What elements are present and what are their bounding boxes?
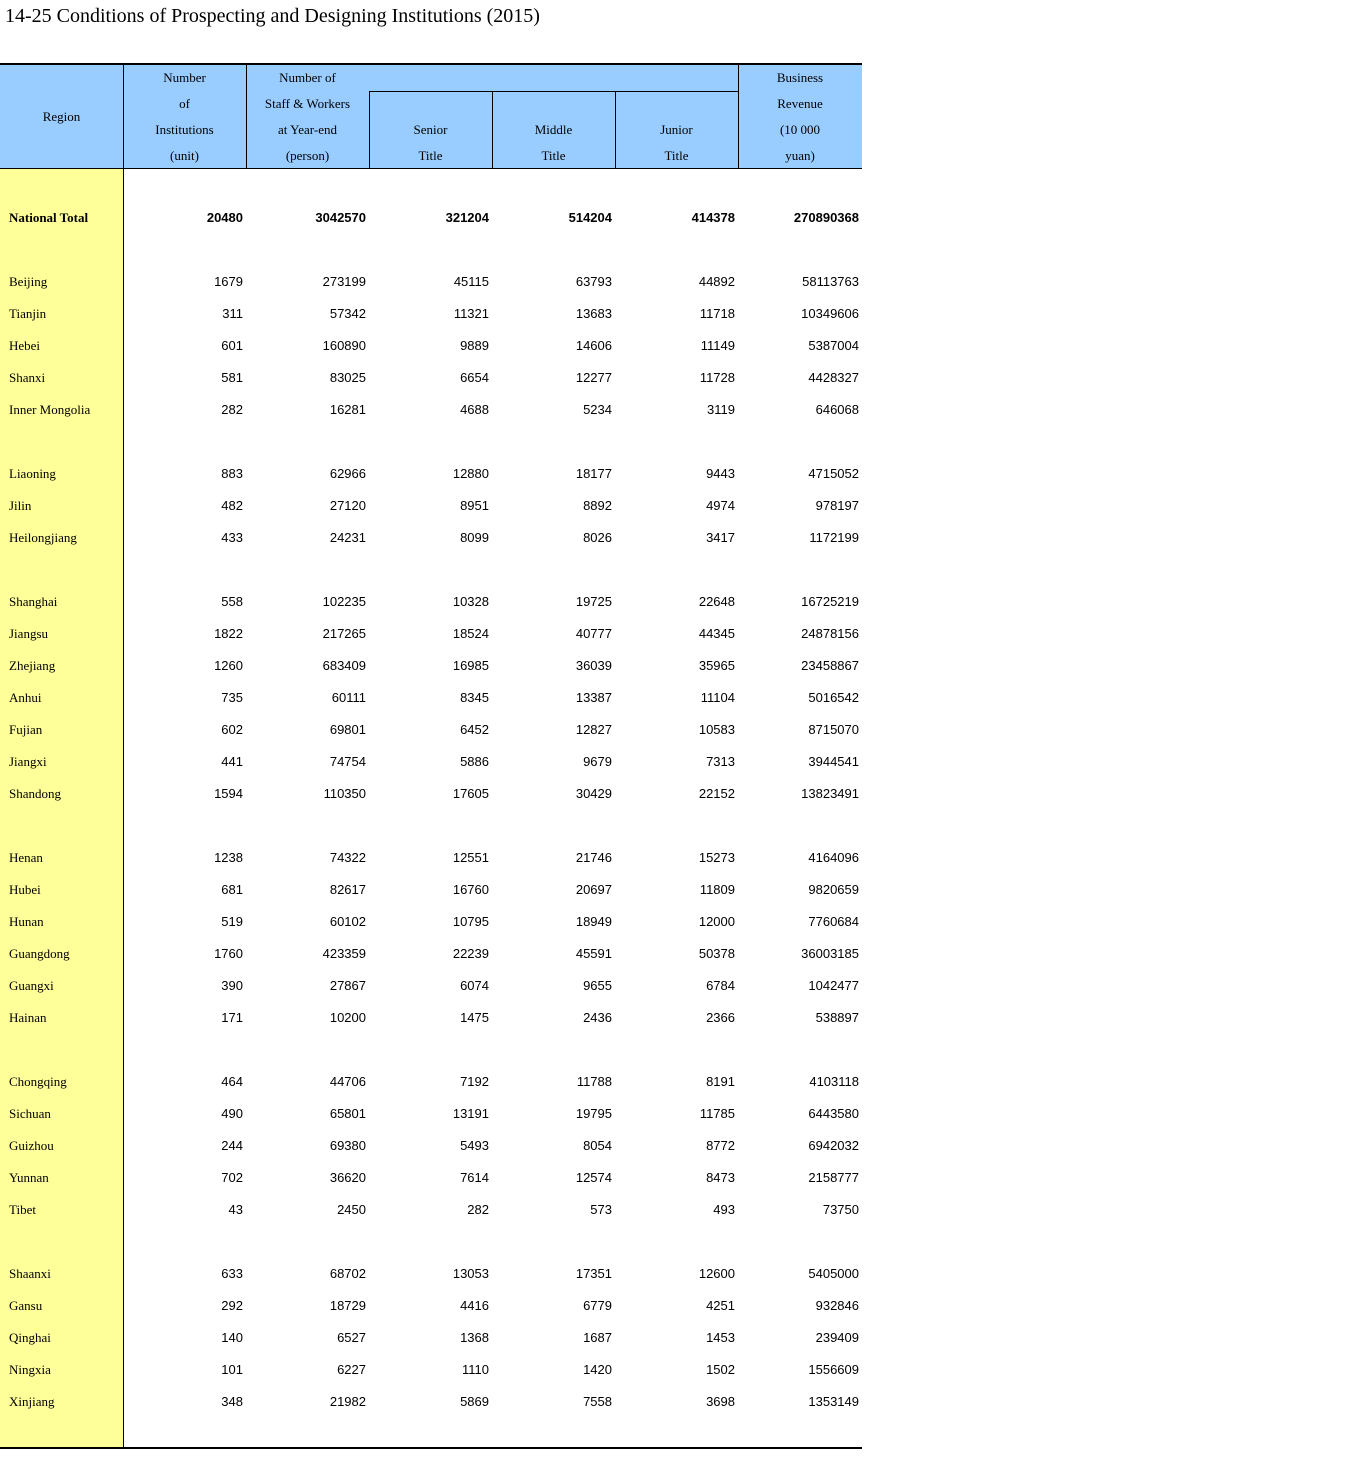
value-cell: 17351 [575,1266,612,1281]
value-cell: 8473 [706,1170,735,1185]
value-cell: 13387 [575,690,612,705]
value-cell: 9889 [460,338,489,353]
value-cell: 2158777 [808,1170,859,1185]
value-cell: 6443580 [808,1106,859,1121]
header-divider [369,91,370,168]
value-cell: 12000 [698,914,735,929]
value-cell: 1420 [583,1362,612,1377]
value-cell: 1260 [214,658,243,673]
value-cell: 573 [590,1202,612,1217]
table-header [0,65,862,169]
value-cell: 1594 [214,786,243,801]
value-cell: 1110 [462,1362,489,1377]
value-cell: 9655 [583,978,612,993]
region-name: Sichuan [9,1106,51,1121]
header-junior-title [615,65,738,168]
value-cell: 5405000 [808,1266,859,1281]
header-staff-line: Staff & Workers [264,96,351,111]
value-cell: 433 [221,530,243,545]
value-cell: 3417 [706,530,735,545]
value-cell: 4416 [460,1298,489,1313]
value-cell: 702 [221,1170,243,1185]
value-cell: 50378 [698,946,735,961]
header-business-revenue [738,65,862,168]
table-row [0,842,862,874]
table-row [0,906,862,938]
header-divider [246,65,247,168]
value-cell: 30429 [575,786,612,801]
header-region [0,65,123,168]
value-cell: 1687 [583,1330,612,1345]
value-cell: 18729 [329,1298,366,1313]
header-divider [492,91,493,168]
table-row [0,1162,862,1194]
value-cell: 4164096 [808,850,859,865]
header-junior-title-line: Junior [660,122,693,137]
table-row [0,1322,862,1354]
value-cell: 27867 [329,978,366,993]
value-cell: 36039 [575,658,612,673]
header-institutions-line: Institutions [155,122,214,137]
value-cell: 12827 [575,722,612,737]
value-cell: 44892 [698,274,735,289]
value-cell: 292 [221,1298,243,1313]
header-region-line: Region [42,109,81,124]
value-cell: 4715052 [808,466,859,481]
header-business-revenue-line: yuan) [785,148,815,163]
value-cell: 5387004 [808,338,859,353]
value-cell: 10583 [698,722,735,737]
value-cell: 1353149 [808,1394,859,1409]
value-cell: 6452 [460,722,489,737]
header-staff-line: Number of [279,70,336,85]
header-junior-title-line: Title [664,148,689,163]
value-cell: 21746 [575,850,612,865]
value-cell: 321204 [445,210,489,225]
value-cell: 8026 [583,530,612,545]
value-cell: 1822 [214,626,243,641]
value-cell: 12600 [698,1266,735,1281]
value-cell: 15273 [698,850,735,865]
value-cell: 13683 [575,306,612,321]
value-cell: 1238 [214,850,243,865]
region-name: Xinjiang [9,1394,55,1409]
header-divider [123,65,124,168]
value-cell: 63793 [575,274,612,289]
table-row [0,586,862,618]
header-divider [615,91,616,168]
value-cell: 22648 [698,594,735,609]
value-cell: 282 [221,402,243,417]
table-row [0,1386,862,1418]
region-name: Hebei [9,338,41,353]
table-row [0,458,862,490]
value-cell: 3042570 [315,210,366,225]
value-cell: 62966 [329,466,366,481]
value-cell: 18524 [452,626,489,641]
value-cell: 270890368 [793,210,859,225]
value-cell: 10200 [329,1010,366,1025]
value-cell: 110350 [323,786,366,801]
value-cell: 8772 [706,1138,735,1153]
value-cell: 57342 [329,306,366,321]
region-name: Jilin [9,498,32,513]
value-cell: 9679 [583,754,612,769]
value-cell: 1502 [706,1362,735,1377]
value-cell: 239409 [815,1330,859,1345]
table-row [0,1130,862,1162]
value-cell: 423359 [322,946,366,961]
value-cell: 735 [221,690,243,705]
value-cell: 60102 [329,914,366,929]
table-row [0,266,862,298]
national-total-row [0,202,862,234]
region-name: Guangdong [9,946,70,961]
table-row [0,650,862,682]
value-cell: 8951 [460,498,489,513]
table-row [0,938,862,970]
value-cell: 6784 [706,978,735,993]
value-cell: 6227 [337,1362,366,1377]
value-cell: 11718 [699,306,735,321]
value-cell: 18177 [575,466,612,481]
region-name: Tibet [9,1202,36,1217]
value-cell: 36003185 [801,946,859,961]
header-institutions-line: (unit) [170,148,199,163]
value-cell: 10349606 [801,306,859,321]
region-name: Shandong [9,786,61,801]
value-cell: 19725 [575,594,612,609]
value-cell: 1556609 [808,1362,859,1377]
region-name: Shanxi [9,370,46,385]
value-cell: 558 [221,594,243,609]
region-name: National Total [9,210,89,225]
table-row [0,874,862,906]
value-cell: 6527 [337,1330,366,1345]
value-cell: 58113763 [802,274,859,289]
header-divider [738,65,739,168]
region-name: Fujian [9,722,43,737]
value-cell: 8191 [706,1074,735,1089]
value-cell: 40777 [575,626,612,641]
value-cell: 602 [221,722,243,737]
region-name: Beijing [9,274,48,289]
value-cell: 1679 [214,274,243,289]
value-cell: 390 [221,978,243,993]
value-cell: 6779 [583,1298,612,1313]
value-cell: 3119 [707,402,735,417]
table-row [0,1098,862,1130]
header-subrule [369,91,738,92]
value-cell: 683409 [322,658,366,673]
value-cell: 4688 [460,402,489,417]
value-cell: 171 [221,1010,243,1025]
value-cell: 9820659 [808,882,859,897]
value-cell: 44706 [329,1074,366,1089]
region-name: Hunan [9,914,44,929]
region-name: Inner Mongolia [9,402,91,417]
value-cell: 16281 [329,402,366,417]
value-cell: 16760 [452,882,489,897]
value-cell: 3944541 [808,754,859,769]
header-staff-line: at Year-end [278,122,337,137]
value-cell: 43 [228,1202,243,1217]
header-institutions [123,65,246,168]
value-cell: 69380 [329,1138,366,1153]
table-row [0,522,862,554]
value-cell: 7614 [460,1170,489,1185]
value-cell: 36620 [329,1170,366,1185]
value-cell: 464 [221,1074,243,1089]
value-cell: 21982 [329,1394,366,1409]
region-name: Jiangsu [9,626,48,641]
header-business-revenue-line: Revenue [777,96,823,111]
value-cell: 12574 [575,1170,612,1185]
value-cell: 17605 [452,786,489,801]
value-cell: 514204 [568,210,612,225]
value-cell: 22152 [698,786,735,801]
header-staff [246,65,369,168]
table-row [0,330,862,362]
value-cell: 4428327 [808,370,859,385]
value-cell: 490 [221,1106,243,1121]
value-cell: 5886 [460,754,489,769]
value-cell: 82617 [329,882,366,897]
value-cell: 5234 [583,402,612,417]
value-cell: 12277 [575,370,612,385]
value-cell: 8054 [583,1138,612,1153]
value-cell: 16985 [452,658,489,673]
region-name: Shaanxi [9,1266,51,1281]
value-cell: 1172199 [809,530,859,545]
value-cell: 7558 [583,1394,612,1409]
value-cell: 160890 [322,338,366,353]
value-cell: 83025 [329,370,366,385]
value-cell: 140 [221,1330,243,1345]
value-cell: 348 [221,1394,243,1409]
page-title: 14-25 Conditions of Prospecting and Designing Institutions (2015) [5,5,540,27]
value-cell: 633 [221,1266,243,1281]
value-cell: 538897 [815,1010,859,1025]
value-cell: 519 [221,914,243,929]
value-cell: 9443 [706,466,735,481]
value-cell: 18949 [575,914,612,929]
value-cell: 273199 [322,274,366,289]
value-cell: 44345 [698,626,735,641]
table-row [0,714,862,746]
value-cell: 22239 [452,946,489,961]
value-cell: 6074 [460,978,489,993]
value-cell: 13823491 [801,786,859,801]
header-middle-title [492,65,615,168]
value-cell: 12551 [452,850,489,865]
value-cell: 581 [221,370,243,385]
value-cell: 5016542 [808,690,859,705]
value-cell: 932846 [815,1298,859,1313]
value-cell: 6942032 [808,1138,859,1153]
value-cell: 7313 [706,754,735,769]
value-cell: 4251 [706,1298,735,1313]
value-cell: 20480 [206,210,243,225]
value-cell: 13053 [452,1266,489,1281]
header-senior-title [369,65,492,168]
value-cell: 11104 [700,690,735,705]
region-name: Ningxia [9,1362,51,1377]
value-cell: 65801 [329,1106,366,1121]
value-cell: 74754 [329,754,366,769]
region-name: Yunnan [9,1170,49,1185]
region-name: Heilongjiang [9,530,77,545]
value-cell: 101 [221,1362,243,1377]
value-cell: 282 [467,1202,489,1217]
value-cell: 27120 [329,498,366,513]
header-staff-line: (person) [285,148,330,163]
value-cell: 883 [221,466,243,481]
region-name: Hainan [9,1010,47,1025]
table-row [0,778,862,810]
value-cell: 601 [221,338,243,353]
header-senior-title-line: Title [418,148,443,163]
table-row [0,618,862,650]
region-name: Zhejiang [9,658,56,673]
value-cell: 10328 [452,594,489,609]
table-row [0,362,862,394]
value-cell: 441 [221,754,243,769]
value-cell: 11321 [453,306,489,321]
value-cell: 244 [221,1138,243,1153]
value-cell: 1760 [214,946,243,961]
header-institutions-line: of [179,96,190,111]
table-row [0,1194,862,1226]
value-cell: 646068 [815,402,859,417]
value-cell: 11788 [576,1074,612,1089]
value-cell: 2450 [337,1202,366,1217]
value-cell: 24878156 [801,626,859,641]
value-cell: 20697 [575,882,612,897]
region-name: Hubei [9,882,41,897]
table-row [0,970,862,1002]
table-row [0,1002,862,1034]
value-cell: 11809 [699,882,735,897]
value-cell: 23458867 [801,658,859,673]
value-cell: 69801 [329,722,366,737]
table-row [0,1066,862,1098]
table-row [0,1290,862,1322]
region-name: Shanghai [9,594,58,609]
region-name: Gansu [9,1298,43,1313]
value-cell: 8345 [460,690,489,705]
value-cell: 311 [222,306,243,321]
value-cell: 217265 [322,626,366,641]
value-cell: 12880 [452,466,489,481]
value-cell: 14606 [575,338,612,353]
region-name: Chongqing [9,1074,67,1089]
region-name: Guizhou [9,1138,54,1153]
header-business-revenue-line: (10 000 [779,122,821,137]
value-cell: 68702 [329,1266,366,1281]
table-row [0,746,862,778]
value-cell: 16725219 [801,594,859,609]
table-row [0,1258,862,1290]
value-cell: 493 [713,1202,735,1217]
region-name: Guangxi [9,978,54,993]
region-name: Liaoning [9,466,56,481]
header-institutions-line: Number [163,70,206,85]
table-row [0,1354,862,1386]
value-cell: 8099 [460,530,489,545]
value-cell: 2436 [583,1010,612,1025]
value-cell: 74322 [329,850,366,865]
value-cell: 5869 [460,1394,489,1409]
header-business-revenue-line: Business [776,70,824,85]
region-name: Qinghai [9,1330,51,1345]
region-name: Henan [9,850,43,865]
statistics-table [0,63,862,1449]
value-cell: 13191 [452,1106,489,1121]
value-cell: 978197 [815,498,859,513]
value-cell: 7760684 [808,914,859,929]
value-cell: 1042477 [808,978,859,993]
value-cell: 8892 [583,498,612,513]
value-cell: 45115 [453,274,489,289]
value-cell: 45591 [575,946,612,961]
table-row [0,298,862,330]
value-cell: 8715070 [808,722,859,737]
value-cell: 11785 [699,1106,735,1121]
region-name: Jiangxi [9,754,47,769]
value-cell: 35965 [698,658,735,673]
table-row [0,682,862,714]
value-cell: 60111 [331,690,366,705]
value-cell: 11728 [699,370,735,385]
value-cell: 1475 [460,1010,489,1025]
value-cell: 7192 [460,1074,489,1089]
header-middle-title-line: Title [541,148,566,163]
value-cell: 1453 [706,1330,735,1345]
value-cell: 19795 [575,1106,612,1121]
value-cell: 10795 [452,914,489,929]
value-cell: 73750 [822,1202,859,1217]
table-row [0,490,862,522]
value-cell: 5493 [460,1138,489,1153]
value-cell: 2366 [706,1010,735,1025]
value-cell: 4974 [706,498,735,513]
value-cell: 102235 [322,594,366,609]
table-row [0,394,862,426]
value-cell: 681 [221,882,243,897]
region-name: Anhui [9,690,42,705]
value-cell: 1368 [460,1330,489,1345]
value-cell: 4103118 [809,1074,859,1089]
region-name: Tianjin [9,306,47,321]
value-cell: 3698 [706,1394,735,1409]
value-cell: 6654 [460,370,489,385]
header-senior-title-line: Senior [413,122,448,137]
value-cell: 482 [221,498,243,513]
value-cell: 11149 [700,338,735,353]
value-cell: 414378 [691,210,735,225]
value-cell: 24231 [329,530,366,545]
header-middle-title-line: Middle [534,122,573,137]
